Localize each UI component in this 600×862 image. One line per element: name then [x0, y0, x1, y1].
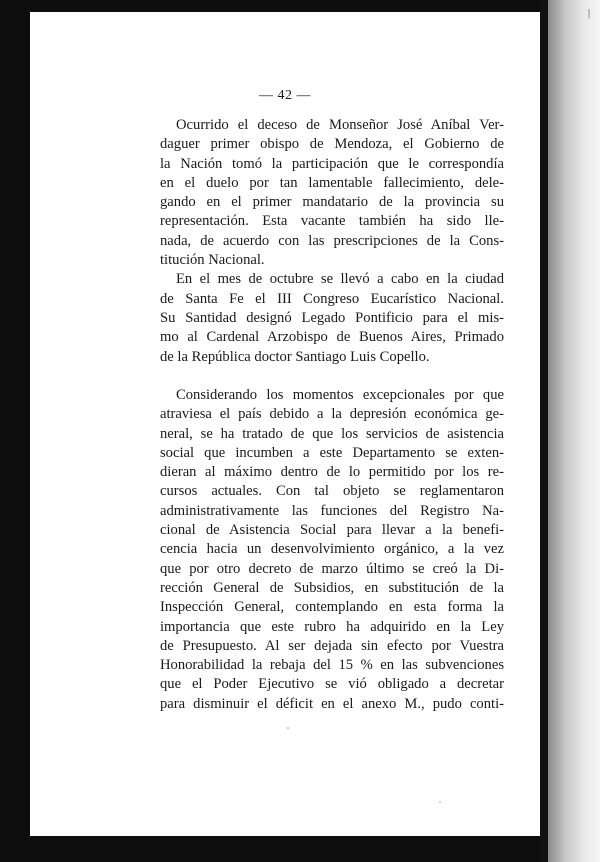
text-line: nada, de acuerdo con las prescripciones de la Cons- [160, 232, 504, 249]
text-line: social que incumben a este Departamento se exten- [160, 444, 504, 461]
text-line: representación. Esta vacante también ha sido lle- [160, 213, 504, 230]
text-line: Inspección General, contemplando en esta forma la [160, 599, 504, 616]
text-line: que el Poder Ejecutivo se vió obligado a decretar [160, 676, 504, 693]
text-line: dieran al máximo dentro de lo permitido por los re- [160, 464, 504, 481]
text-line: Ocurrido el deceso de Monseñor José Aníbal Ver- [176, 117, 504, 133]
text-line: neral, se ha tratado de que los servicios de asistencia [160, 425, 504, 442]
scan-border-top [0, 0, 600, 12]
text-line: Considerando los momentos excepcionales por que [176, 387, 504, 403]
page-number: — 42 — [259, 88, 311, 103]
text-line: Honorabilidad la rebaja del 15 % en las subvenciones [160, 657, 504, 674]
text-line: de la República doctor Santiago Luis Copello. [160, 348, 430, 365]
text-line: Su Santidad designó Legado Pontificio para el mis- [160, 309, 504, 326]
scan-border-right-shadow [548, 0, 600, 862]
scan-corner-mark: | [588, 8, 591, 19]
document-page [30, 12, 540, 836]
scan-specks [30, 12, 540, 836]
text-line: de Presupuesto. Al ser dejada sin efecto por Vuestra [160, 637, 504, 654]
text-line: mo al Cardenal Arzobispo de Buenos Aires, Primado [160, 329, 504, 346]
text-line: cencia hacia un desenvolvimiento orgánico, a la vez [160, 541, 504, 558]
text-line: rección General de Subsidios, en substitución de la [160, 579, 504, 596]
text-line: titución Nacional. [160, 252, 265, 269]
text-line: gando en el primer mandatario de la provincia su [160, 194, 504, 211]
scan-border-right [540, 0, 548, 862]
text-line: para disminuir el déficit en el anexo M., pudo conti- [160, 695, 504, 712]
text-line: en el duelo por tan lamentable fallecimiento, dele- [160, 174, 504, 191]
text-line: importancia que este rubro ha adquirido en la Ley [160, 618, 504, 635]
text-line: cursos actuales. Con tal objeto se reglamentaron [160, 483, 504, 500]
text-line: cional de Asistencia Social para llevar a la benefi- [160, 522, 504, 539]
scan-border-left [0, 0, 30, 862]
scan-border-bottom [0, 836, 600, 862]
text-line: la Nación tomó la participación que le correspondía [160, 155, 504, 172]
text-line: daguer primer obispo de Mendoza, el Gobierno de [160, 136, 504, 153]
text-line: de Santa Fe el III Congreso Eucarístico Nacional. [160, 290, 504, 307]
text-line: que por otro decreto de marzo último se creó la Di- [160, 560, 504, 577]
text-line: En el mes de octubre se llevó a cabo en la ciudad [176, 271, 504, 288]
text-line: atraviesa el país debido a la depresión económica ge- [160, 406, 504, 423]
text-line: administrativamente las funciones del Registro Na- [160, 502, 504, 519]
